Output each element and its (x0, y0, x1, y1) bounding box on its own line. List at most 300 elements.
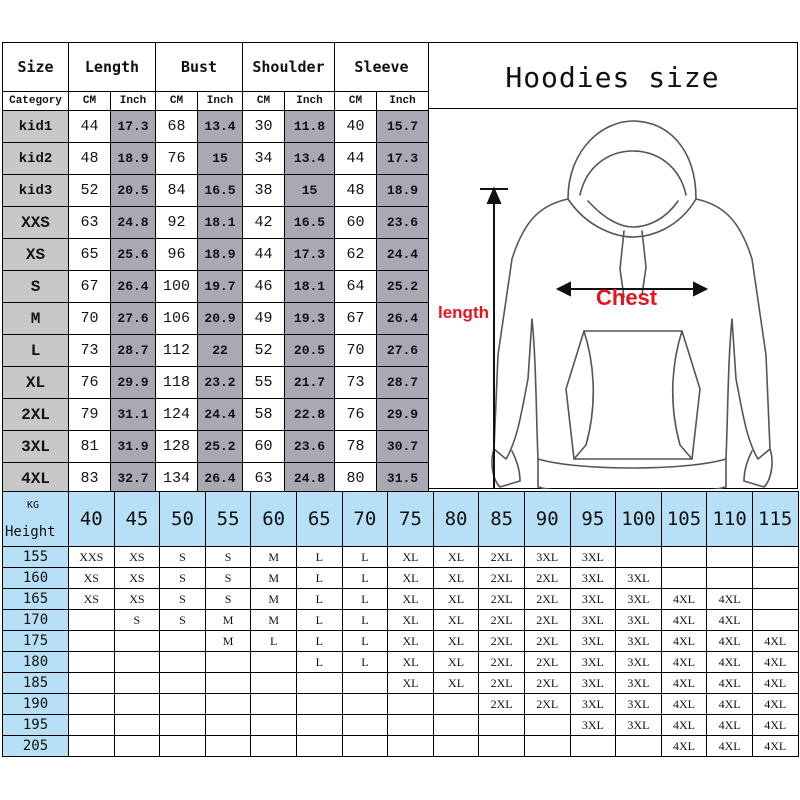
size-recommendation-cell (114, 694, 160, 715)
size-recommendation-cell (251, 715, 297, 736)
inch-value-cell: 29.9 (377, 399, 429, 431)
height-cell: 190 (3, 694, 69, 715)
cm-value-cell: 70 (335, 335, 377, 367)
height-cell: 185 (3, 673, 69, 694)
inch-value-cell: 25.2 (198, 431, 243, 463)
cm-value-cell: 80 (335, 463, 377, 495)
weight-height-size-matrix (2, 491, 799, 757)
size-recommendation-cell: XL (433, 673, 479, 694)
cm-value-cell: 73 (335, 367, 377, 399)
cm-value-cell: 106 (156, 303, 198, 335)
size-recommendation-cell (342, 715, 388, 736)
size-table-header-row (3, 43, 429, 92)
size-recommendation-cell: M (251, 589, 297, 610)
size-recommendation-cell (114, 715, 160, 736)
size-recommendation-cell (69, 736, 115, 757)
size-recommendation-cell: 4XL (707, 610, 753, 631)
inch-value-cell: 24.4 (377, 239, 429, 271)
inch-value-cell: 26.4 (377, 303, 429, 335)
size-recommendation-cell: M (251, 568, 297, 589)
size-recommendation-cell (661, 547, 707, 568)
size-recommendation-cell: M (251, 610, 297, 631)
size-recommendation-cell (205, 715, 251, 736)
cm-value-cell: 62 (335, 239, 377, 271)
size-recommendation-cell: 2XL (524, 568, 570, 589)
size-table-header-cell: Length (69, 43, 156, 92)
weight-header-row (3, 492, 799, 547)
size-recommendation-cell: XL (388, 673, 434, 694)
size-recommendation-cell: 3XL (524, 547, 570, 568)
height-cell: 155 (3, 547, 69, 568)
size-label-cell: kid2 (3, 143, 69, 175)
inch-value-cell: 17.3 (377, 143, 429, 175)
size-recommendation-cell: XS (114, 568, 160, 589)
size-recommendation-cell: 2XL (479, 547, 525, 568)
inch-value-cell: 19.3 (285, 303, 335, 335)
size-recommendation-cell: L (251, 631, 297, 652)
height-cell: 160 (3, 568, 69, 589)
size-table-row (3, 431, 429, 463)
size-table-row (3, 303, 429, 335)
size-recommendation-cell (160, 631, 206, 652)
size-recommendation-cell: 4XL (707, 673, 753, 694)
size-recommendation-cell (388, 736, 434, 757)
size-recommendation-cell (752, 610, 798, 631)
size-recommendation-cell: 4XL (707, 694, 753, 715)
size-recommendation-cell: 3XL (570, 589, 616, 610)
matrix-row (3, 631, 799, 652)
cm-value-cell: 67 (335, 303, 377, 335)
cm-value-cell: 81 (69, 431, 111, 463)
cm-value-cell: 30 (243, 111, 285, 143)
size-recommendation-cell (251, 673, 297, 694)
size-table-row (3, 207, 429, 239)
size-recommendation-cell: L (342, 610, 388, 631)
size-table-row (3, 143, 429, 175)
cm-value-cell: 70 (69, 303, 111, 335)
weight-header-cell: 95 (570, 492, 616, 547)
cm-value-cell: 44 (335, 143, 377, 175)
size-recommendation-cell: XXS (69, 547, 115, 568)
inch-value-cell: 31.9 (111, 431, 156, 463)
size-recommendation-cell (479, 715, 525, 736)
size-label-cell: 3XL (3, 431, 69, 463)
size-recommendation-cell: XL (388, 652, 434, 673)
size-recommendation-cell: 2XL (479, 694, 525, 715)
size-recommendation-cell: 3XL (616, 715, 662, 736)
height-cell: 180 (3, 652, 69, 673)
size-recommendation-cell (616, 736, 662, 757)
size-recommendation-cell: 2XL (479, 568, 525, 589)
cm-value-cell: 92 (156, 207, 198, 239)
size-recommendation-cell: 4XL (707, 715, 753, 736)
cm-value-cell: 48 (69, 143, 111, 175)
cm-value-cell: 76 (156, 143, 198, 175)
size-recommendation-cell: 4XL (661, 736, 707, 757)
size-recommendation-cell: L (296, 631, 342, 652)
inch-value-cell: 20.9 (198, 303, 243, 335)
cm-value-cell: 60 (243, 431, 285, 463)
size-recommendation-cell: 2XL (479, 652, 525, 673)
size-recommendation-cell (69, 652, 115, 673)
weight-header-cell: 45 (114, 492, 160, 547)
size-recommendation-cell: 4XL (707, 631, 753, 652)
weight-header-cell: 90 (524, 492, 570, 547)
cm-value-cell: 76 (69, 367, 111, 399)
inch-value-cell: 21.7 (285, 367, 335, 399)
size-recommendation-cell: 4XL (707, 589, 753, 610)
cm-value-cell: 52 (69, 175, 111, 207)
size-table-row (3, 463, 429, 495)
size-recommendation-cell: 3XL (570, 547, 616, 568)
cm-value-cell: 63 (243, 463, 285, 495)
size-recommendation-cell (707, 547, 753, 568)
size-recommendation-cell (205, 673, 251, 694)
weight-header-cell: 110 (707, 492, 753, 547)
size-recommendation-cell (251, 694, 297, 715)
weight-header-cell: 50 (160, 492, 206, 547)
size-recommendation-cell: 4XL (661, 652, 707, 673)
size-recommendation-cell: L (342, 652, 388, 673)
size-recommendation-cell (707, 568, 753, 589)
height-cell: 170 (3, 610, 69, 631)
size-recommendation-cell: L (342, 547, 388, 568)
inch-value-cell: 27.6 (377, 335, 429, 367)
inch-value-cell: 18.9 (111, 143, 156, 175)
size-recommendation-cell: XS (114, 589, 160, 610)
size-recommendation-cell: 3XL (616, 652, 662, 673)
weight-header-cell: 40 (69, 492, 115, 547)
size-recommendation-cell (69, 673, 115, 694)
size-table-unit-cell: Inch (198, 92, 243, 111)
cm-value-cell: 42 (243, 207, 285, 239)
size-recommendation-cell (160, 736, 206, 757)
height-cell: 165 (3, 589, 69, 610)
size-recommendation-cell: 4XL (661, 610, 707, 631)
inch-value-cell: 23.2 (198, 367, 243, 399)
size-table-unit-cell: CM (69, 92, 111, 111)
size-recommendation-cell: S (114, 610, 160, 631)
size-recommendation-cell: 4XL (752, 736, 798, 757)
inch-value-cell: 13.4 (285, 143, 335, 175)
size-recommendation-cell: XL (433, 547, 479, 568)
cm-value-cell: 78 (335, 431, 377, 463)
cm-value-cell: 46 (243, 271, 285, 303)
size-table-row (3, 399, 429, 431)
size-recommendation-cell: XL (433, 652, 479, 673)
inch-value-cell: 24.8 (111, 207, 156, 239)
size-recommendation-cell: L (296, 610, 342, 631)
size-label-cell: kid1 (3, 111, 69, 143)
inch-value-cell: 13.4 (198, 111, 243, 143)
cm-value-cell: 48 (335, 175, 377, 207)
size-recommendation-cell: S (205, 589, 251, 610)
size-recommendation-cell: XL (388, 610, 434, 631)
cm-value-cell: 44 (69, 111, 111, 143)
size-recommendation-cell: 2XL (479, 589, 525, 610)
size-recommendation-cell: XL (433, 568, 479, 589)
size-chart (0, 42, 800, 754)
size-recommendation-cell (752, 589, 798, 610)
cm-value-cell: 118 (156, 367, 198, 399)
size-recommendation-cell (388, 715, 434, 736)
size-recommendation-cell (342, 694, 388, 715)
size-label-cell: XS (3, 239, 69, 271)
cm-value-cell: 44 (243, 239, 285, 271)
cm-value-cell: 73 (69, 335, 111, 367)
inch-value-cell: 18.9 (198, 239, 243, 271)
size-recommendation-cell: L (296, 589, 342, 610)
size-recommendation-cell (160, 715, 206, 736)
inch-value-cell: 18.1 (198, 207, 243, 239)
size-recommendation-cell (296, 715, 342, 736)
matrix-corner-cell (3, 492, 69, 547)
inch-value-cell: 19.7 (198, 271, 243, 303)
size-recommendation-cell (114, 736, 160, 757)
inch-value-cell: 20.5 (111, 175, 156, 207)
matrix-row (3, 589, 799, 610)
size-table-row (3, 111, 429, 143)
size-recommendation-cell: 4XL (661, 694, 707, 715)
cm-value-cell: 55 (243, 367, 285, 399)
size-recommendation-cell: S (205, 547, 251, 568)
size-recommendation-cell: 3XL (570, 694, 616, 715)
inch-value-cell: 17.3 (285, 239, 335, 271)
size-recommendation-cell: XL (388, 589, 434, 610)
size-recommendation-cell (160, 673, 206, 694)
size-recommendation-cell: 3XL (570, 631, 616, 652)
size-recommendation-cell (160, 694, 206, 715)
matrix-row (3, 547, 799, 568)
inch-value-cell: 30.7 (377, 431, 429, 463)
inch-value-cell: 18.9 (377, 175, 429, 207)
inch-value-cell: 15.7 (377, 111, 429, 143)
size-label-cell: 2XL (3, 399, 69, 431)
size-recommendation-cell: 4XL (752, 694, 798, 715)
kg-unit-label: KG (27, 500, 40, 511)
inch-value-cell: 31.1 (111, 399, 156, 431)
chart-title: Hoodies size (505, 61, 720, 94)
size-recommendation-cell (296, 736, 342, 757)
size-recommendation-cell (752, 547, 798, 568)
size-recommendation-cell (205, 736, 251, 757)
cm-value-cell: 76 (335, 399, 377, 431)
chest-label: Chest (596, 285, 658, 310)
size-table-header-cell: Size (3, 43, 69, 92)
size-recommendation-cell: L (342, 568, 388, 589)
size-recommendation-cell: M (205, 631, 251, 652)
size-recommendation-cell: 4XL (707, 736, 753, 757)
height-cell: 205 (3, 736, 69, 757)
length-label: length (438, 303, 489, 322)
cm-value-cell: 79 (69, 399, 111, 431)
inch-value-cell: 24.4 (198, 399, 243, 431)
height-cell: 175 (3, 631, 69, 652)
size-recommendation-cell (524, 715, 570, 736)
size-recommendation-cell (69, 715, 115, 736)
size-table-header-cell: Shoulder (243, 43, 335, 92)
size-table-unit-cell: Inch (111, 92, 156, 111)
size-table-unit-row (3, 92, 429, 111)
inch-value-cell: 25.6 (111, 239, 156, 271)
size-recommendation-cell: XS (114, 547, 160, 568)
inch-value-cell: 20.5 (285, 335, 335, 367)
size-recommendation-cell: L (296, 547, 342, 568)
size-table-row (3, 335, 429, 367)
size-table-unit-cell: CM (243, 92, 285, 111)
size-recommendation-cell: 2XL (524, 610, 570, 631)
size-recommendation-cell (433, 694, 479, 715)
matrix-row (3, 568, 799, 589)
size-recommendation-cell (251, 652, 297, 673)
weight-header-cell: 70 (342, 492, 388, 547)
weight-header-cell: 115 (752, 492, 798, 547)
size-recommendation-cell: 3XL (616, 673, 662, 694)
size-recommendation-cell: L (342, 631, 388, 652)
size-recommendation-cell (251, 736, 297, 757)
size-recommendation-cell (69, 631, 115, 652)
cm-value-cell: 128 (156, 431, 198, 463)
size-recommendation-cell (570, 736, 616, 757)
size-recommendation-cell: S (160, 547, 206, 568)
inch-value-cell: 25.2 (377, 271, 429, 303)
size-recommendation-cell: 3XL (570, 673, 616, 694)
size-recommendation-cell (114, 673, 160, 694)
cm-value-cell: 52 (243, 335, 285, 367)
size-recommendation-cell: M (251, 547, 297, 568)
size-recommendation-cell: 2XL (479, 610, 525, 631)
size-recommendation-cell: XL (388, 568, 434, 589)
size-recommendation-cell: 3XL (616, 694, 662, 715)
size-table-row (3, 175, 429, 207)
inch-value-cell: 18.1 (285, 271, 335, 303)
size-recommendation-cell (205, 694, 251, 715)
size-recommendation-cell (524, 736, 570, 757)
size-recommendation-cell: 4XL (752, 631, 798, 652)
inch-value-cell: 15 (285, 175, 335, 207)
size-recommendation-cell (433, 736, 479, 757)
inch-value-cell: 28.7 (377, 367, 429, 399)
size-recommendation-cell: 4XL (661, 673, 707, 694)
cm-value-cell: 124 (156, 399, 198, 431)
cm-value-cell: 64 (335, 271, 377, 303)
cm-value-cell: 84 (156, 175, 198, 207)
size-recommendation-cell: XS (69, 589, 115, 610)
size-recommendation-cell: 4XL (752, 652, 798, 673)
size-recommendation-cell (114, 631, 160, 652)
hoodie-illustration-panel (428, 42, 798, 489)
size-recommendation-cell: 3XL (570, 568, 616, 589)
size-recommendation-cell (160, 652, 206, 673)
weight-header-cell: 55 (205, 492, 251, 547)
size-label-cell: L (3, 335, 69, 367)
size-label-cell: 4XL (3, 463, 69, 495)
size-recommendation-cell: 2XL (524, 589, 570, 610)
matrix-row (3, 736, 799, 757)
inch-value-cell: 24.8 (285, 463, 335, 495)
size-recommendation-cell (296, 673, 342, 694)
size-recommendation-cell: S (160, 568, 206, 589)
size-measurement-table (2, 42, 429, 495)
height-axis-label: Height (5, 524, 56, 540)
size-recommendation-cell: 4XL (661, 631, 707, 652)
inch-value-cell: 26.4 (111, 271, 156, 303)
size-recommendation-cell: L (296, 652, 342, 673)
cm-value-cell: 96 (156, 239, 198, 271)
weight-header-cell: 85 (479, 492, 525, 547)
cm-value-cell: 38 (243, 175, 285, 207)
size-recommendation-cell: XL (433, 610, 479, 631)
size-recommendation-cell (752, 568, 798, 589)
size-recommendation-cell (616, 547, 662, 568)
size-recommendation-cell (69, 610, 115, 631)
size-label-cell: kid3 (3, 175, 69, 207)
size-recommendation-cell: 3XL (570, 715, 616, 736)
cm-value-cell: 100 (156, 271, 198, 303)
inch-value-cell: 27.6 (111, 303, 156, 335)
size-recommendation-cell (114, 652, 160, 673)
size-recommendation-cell: 3XL (616, 631, 662, 652)
size-label-cell: XL (3, 367, 69, 399)
size-recommendation-cell: XL (388, 547, 434, 568)
weight-header-cell: 105 (661, 492, 707, 547)
size-recommendation-cell (479, 736, 525, 757)
cm-value-cell: 83 (69, 463, 111, 495)
size-recommendation-cell: 3XL (616, 568, 662, 589)
size-recommendation-cell: XL (433, 589, 479, 610)
size-table-unit-cell: Inch (285, 92, 335, 111)
weight-header-cell: 75 (388, 492, 434, 547)
size-recommendation-cell (342, 673, 388, 694)
weight-header-cell: 80 (433, 492, 479, 547)
inch-value-cell: 32.7 (111, 463, 156, 495)
size-label-cell: M (3, 303, 69, 335)
cm-value-cell: 49 (243, 303, 285, 335)
size-recommendation-cell: L (342, 589, 388, 610)
inch-value-cell: 16.5 (285, 207, 335, 239)
size-recommendation-cell (342, 736, 388, 757)
inch-value-cell: 23.6 (285, 431, 335, 463)
size-recommendation-cell (433, 715, 479, 736)
matrix-row (3, 715, 799, 736)
inch-value-cell: 17.3 (111, 111, 156, 143)
weight-header-cell: 65 (296, 492, 342, 547)
cm-value-cell: 34 (243, 143, 285, 175)
size-recommendation-cell (205, 652, 251, 673)
size-recommendation-cell: 2XL (524, 673, 570, 694)
size-recommendation-cell: 3XL (616, 589, 662, 610)
size-recommendation-cell: S (160, 610, 206, 631)
inch-value-cell: 31.5 (377, 463, 429, 495)
size-table-unit-cell: CM (335, 92, 377, 111)
size-recommendation-cell: 2XL (479, 631, 525, 652)
matrix-row (3, 673, 799, 694)
size-label-cell: XXS (3, 207, 69, 239)
size-recommendation-cell (661, 568, 707, 589)
inch-value-cell: 22 (198, 335, 243, 367)
size-recommendation-cell: L (296, 568, 342, 589)
size-recommendation-cell: 4XL (752, 715, 798, 736)
matrix-row (3, 652, 799, 673)
inch-value-cell: 16.5 (198, 175, 243, 207)
size-recommendation-cell: 2XL (524, 652, 570, 673)
size-table-row (3, 367, 429, 399)
size-label-cell: S (3, 271, 69, 303)
size-recommendation-cell: XL (388, 631, 434, 652)
cm-value-cell: 40 (335, 111, 377, 143)
weight-header-cell: 60 (251, 492, 297, 547)
size-recommendation-cell (69, 694, 115, 715)
